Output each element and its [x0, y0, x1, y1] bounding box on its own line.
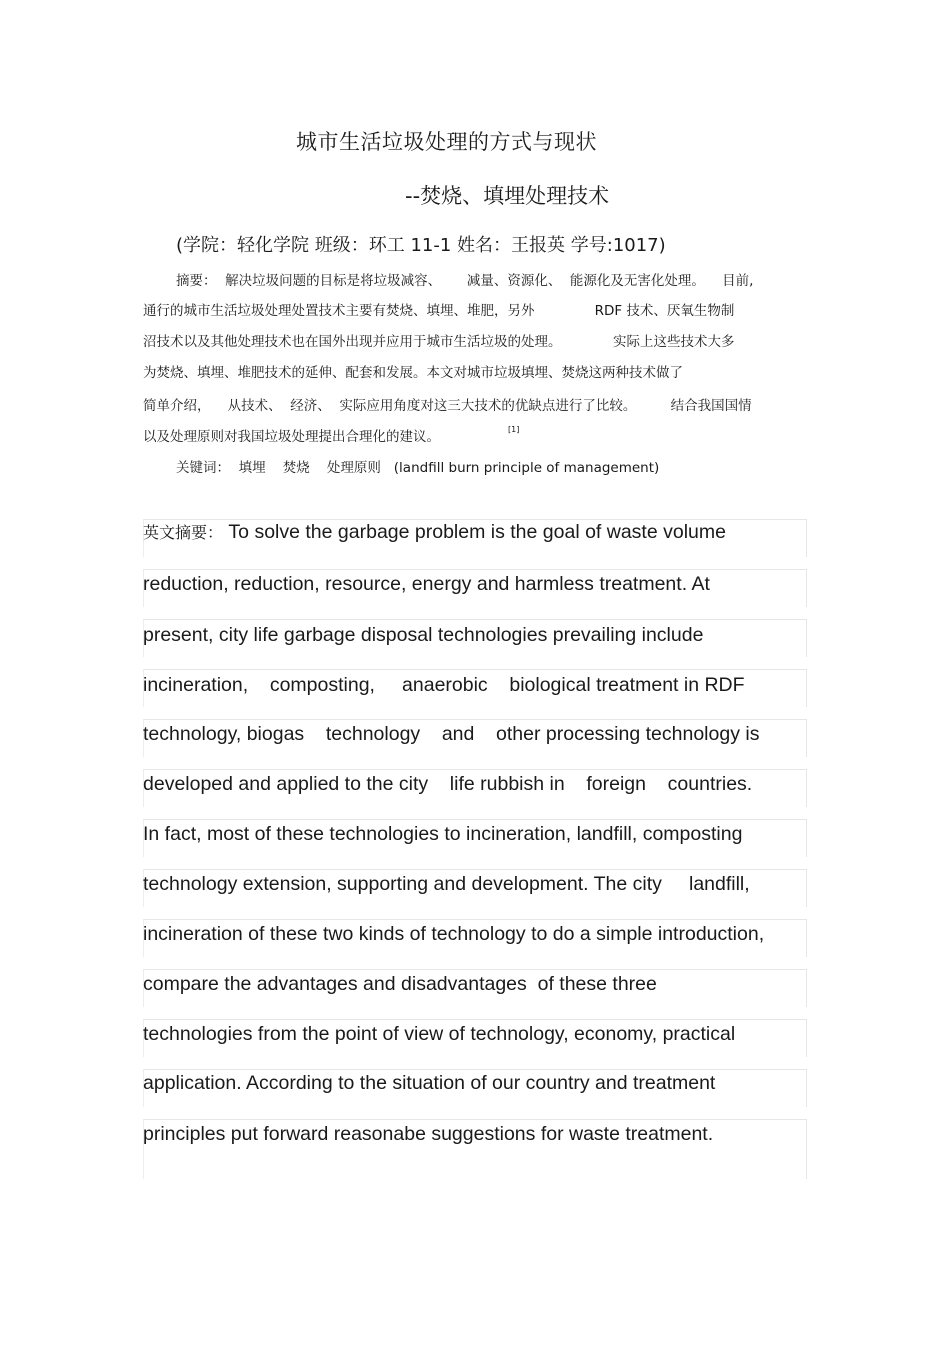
abstract-cn-line: 通行的城市生活垃圾处理处置技术主要有焚烧、填埋、堆肥，另外 RDF 技术、厌氧生物制 [143, 303, 735, 319]
abstract-en-line: reduction, reduction, resource, energy and harmless treatment. At [143, 573, 710, 595]
abstract-cn-line: 沼技术以及其他处理技术也在国外出现并应用于城市生活垃圾的处理。 实际上这些技术大多 [143, 334, 735, 350]
abstract-en-line: technology extension, supporting and development. The city landfill, [143, 873, 750, 895]
abstract-en-line: technologies from the point of view of technology, economy, practical [143, 1023, 736, 1045]
author-info: (学院：轻化学院 班级：环工 11-1 姓名：王报英 学号:1017) [176, 235, 666, 256]
paper-subtitle: --焚烧、填埋处理技术 [405, 184, 610, 208]
abstract-en-line: incineration, composting, anaerobic biological treatment in RDF [143, 674, 745, 696]
abstract-cn-line: 以及处理原则对我国垃圾处理提出合理化的建议。 [143, 429, 440, 445]
abstract-en-line: application. According to the situation of our country and treatment [143, 1072, 716, 1094]
abstract-en-text: To solve the garbage problem is the goal of waste volume [223, 521, 726, 543]
abstract-en-label: 英文摘要： [143, 523, 224, 542]
abstract-en-line: compare the advantages and disadvantages of these three [143, 973, 657, 995]
abstract-en-line: incineration of these two kinds of technology to do a simple introduction, [143, 923, 765, 945]
keywords-line: 关键词： 填埋 焚烧 处理原则 (landfill burn principle of management) [176, 460, 660, 476]
abstract-en-line [143, 523, 726, 543]
abstract-en-line: developed and applied to the city life rubbish in foreign countries. [143, 773, 753, 795]
abstract-cn-line: 摘要： 解决垃圾问题的目标是将垃圾减容、 减量、资源化、 能源化及无害化处理。 目前, [176, 273, 754, 289]
abstract-en-line: principles put forward reasonabe suggestions for waste treatment. [143, 1123, 714, 1145]
abstract-en-line: present, city life garbage disposal technologies prevailing include [143, 624, 704, 646]
abstract-cn-line: 为焚烧、填埋、堆肥技术的延伸、配套和发展。本文对城市垃圾填埋、焚烧这两种技术做了 [143, 365, 683, 381]
citation-marker: [1] [508, 425, 520, 434]
abstract-cn-line: 简单介绍， 从技术、 经济、 实际应用角度对这三大技术的优缺点进行了比较。 结合我国国情 [143, 398, 752, 414]
abstract-en-line: In fact, most of these technologies to incineration, landfill, composting [143, 823, 743, 845]
paper-title: 城市生活垃圾处理的方式与现状 [296, 130, 597, 154]
abstract-en-line: technology, biogas technology and other processing technology is [143, 723, 760, 745]
